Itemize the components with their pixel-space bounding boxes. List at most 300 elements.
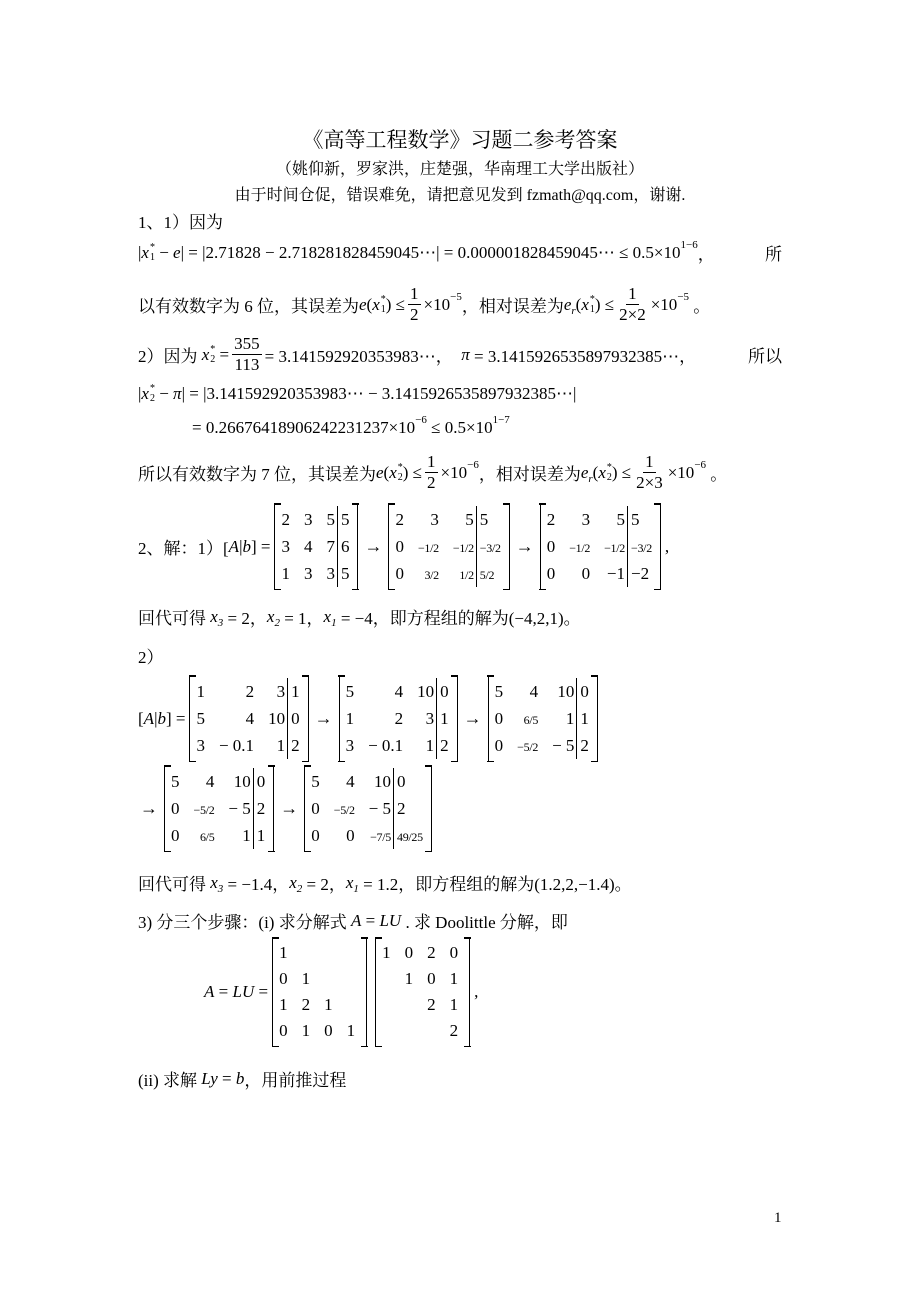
matrix-cell bbox=[443, 560, 476, 587]
superscript: * bbox=[606, 461, 612, 473]
matrix-cell bbox=[420, 966, 443, 992]
matrix-entry: 0 bbox=[311, 825, 320, 845]
matrix-cell bbox=[358, 732, 407, 759]
matrix-entry: 5 bbox=[631, 509, 640, 529]
matrix-cell bbox=[398, 1018, 421, 1044]
matrix-entry: 3 bbox=[303, 563, 313, 583]
text: = 3.141592920353983⋯， bbox=[264, 347, 462, 366]
math-variable: A bbox=[143, 708, 155, 728]
matrix-cell bbox=[344, 678, 359, 705]
matrix-cell bbox=[218, 822, 253, 849]
matrix-cell bbox=[209, 705, 258, 732]
text-line bbox=[204, 937, 478, 1047]
matrix-entry: 4 bbox=[346, 771, 355, 791]
matrix-cell bbox=[309, 822, 324, 849]
matrix-cell bbox=[340, 966, 363, 992]
matrix-entry: 1 bbox=[279, 995, 288, 1014]
matrix-entry: 3 bbox=[276, 681, 286, 701]
matrix-entry: 4 bbox=[303, 536, 313, 556]
matrix-entry: 5 bbox=[311, 771, 320, 791]
denominator: 2 bbox=[427, 473, 436, 492]
math-variable: x bbox=[289, 872, 297, 892]
math-variable: LU bbox=[379, 910, 402, 930]
matrix-entry: 0 bbox=[580, 681, 589, 701]
superscript: * bbox=[210, 343, 216, 355]
math-variable: e bbox=[563, 294, 572, 314]
variable: x bbox=[201, 344, 210, 364]
notice-text: 由于时间仓促，错误难免，请把意见发到 fzmath@qq.com，谢谢. bbox=[234, 187, 686, 204]
matrix-fraction-entry: 6/5 bbox=[523, 712, 539, 727]
text: | bbox=[239, 536, 243, 556]
matrix-fraction-entry: −7/5 bbox=[370, 829, 391, 844]
matrix-row bbox=[344, 732, 453, 759]
text: | = |3.141592920353983⋯ − 3.1415926535897932385⋯| bbox=[181, 384, 577, 403]
matrix-entry: 5 bbox=[196, 708, 205, 728]
matrix-cell bbox=[545, 533, 560, 560]
math-variable: A bbox=[204, 982, 215, 1001]
matrix-entry: 7 bbox=[326, 536, 335, 556]
text: 2、解：1）[ bbox=[138, 539, 229, 558]
matrix-cell bbox=[443, 1018, 466, 1044]
matrix-cell bbox=[209, 732, 258, 759]
matrix-cell bbox=[324, 822, 359, 849]
subscript: 2 bbox=[606, 471, 612, 483]
matrix-cell bbox=[443, 966, 466, 992]
matrix-row bbox=[493, 678, 593, 705]
matrix-row bbox=[194, 732, 303, 759]
matrix-cell bbox=[443, 992, 466, 1018]
matrix-cell bbox=[577, 678, 593, 705]
matrix-entry: 10 bbox=[374, 771, 391, 791]
matrix-row bbox=[309, 822, 427, 849]
matrix-cell bbox=[358, 705, 407, 732]
subscript: 1 bbox=[353, 882, 359, 895]
matrix-entry: 2 bbox=[395, 509, 404, 529]
fraction bbox=[634, 452, 665, 493]
matrix-entry: 1 bbox=[346, 1021, 356, 1040]
subscript: r bbox=[571, 304, 576, 317]
matrix-entry: 2 bbox=[394, 708, 404, 728]
matrix-cell bbox=[324, 768, 359, 795]
matrix-row bbox=[279, 506, 353, 533]
text-line bbox=[138, 675, 602, 762]
matrix-cell bbox=[545, 506, 560, 533]
matrix-entry: 4 bbox=[394, 681, 404, 701]
text: ×10 bbox=[667, 462, 695, 482]
subscript: 2 bbox=[149, 393, 155, 404]
matrix-cell bbox=[218, 768, 253, 795]
math-variable: x bbox=[210, 606, 218, 626]
text: − bbox=[154, 242, 174, 262]
denominator: 2 bbox=[410, 305, 419, 324]
matrix-entry: 1 bbox=[301, 969, 311, 988]
matrix-entry: 5 bbox=[171, 771, 180, 791]
fraction bbox=[408, 284, 421, 325]
matrix-entry: 5 bbox=[479, 509, 489, 529]
text: ( bbox=[575, 294, 582, 314]
matrix-cell bbox=[542, 678, 577, 705]
right-arrow-icon: → bbox=[515, 536, 534, 556]
text: ) ≤ bbox=[385, 294, 406, 314]
matrix-entry: 0 bbox=[427, 969, 436, 988]
matrix-cell bbox=[628, 560, 656, 587]
matrix-cell bbox=[476, 506, 504, 533]
matrix-entry: 0 bbox=[494, 708, 504, 728]
text: ×10 bbox=[650, 294, 678, 314]
matrix-cell bbox=[277, 992, 295, 1018]
matrix-entry: 1 bbox=[281, 563, 290, 583]
matrix-cell bbox=[507, 678, 542, 705]
matrix-entry: 10 bbox=[417, 681, 435, 701]
matrix-cell bbox=[594, 533, 627, 560]
matrix-cell bbox=[380, 940, 398, 966]
text: = 2， bbox=[223, 609, 267, 628]
matrix-cell bbox=[393, 533, 408, 560]
matrix-row bbox=[169, 822, 269, 849]
matrix-entry: 3 bbox=[281, 536, 290, 556]
superscript: * bbox=[397, 461, 403, 473]
matrix-cell bbox=[316, 533, 337, 560]
matrix-fraction-entry: −3/2 bbox=[479, 540, 501, 555]
matrix-cell bbox=[358, 678, 407, 705]
text-line bbox=[138, 870, 632, 895]
matrix-fraction-entry: 3/2 bbox=[424, 567, 439, 582]
matrix-entry: 2 bbox=[256, 798, 266, 818]
augmented-matrix bbox=[488, 675, 598, 762]
text-line bbox=[138, 208, 223, 233]
matrix-fraction-entry: −1/2 bbox=[452, 540, 474, 555]
matrix-entry: 0 bbox=[311, 798, 320, 818]
matrix-entry: − 5 bbox=[228, 798, 251, 818]
matrix-entry: − 5 bbox=[552, 735, 575, 755]
matrix-row bbox=[380, 1018, 465, 1044]
matrix-cell bbox=[407, 732, 437, 759]
right-arrow-icon: → bbox=[314, 708, 333, 728]
matrix-cell bbox=[317, 992, 340, 1018]
text-line bbox=[138, 284, 710, 325]
document-title bbox=[0, 124, 920, 154]
matrix-row bbox=[309, 795, 427, 822]
matrix-entry: 3 bbox=[581, 509, 591, 529]
matrix-cell bbox=[408, 506, 443, 533]
augmented-matrix bbox=[339, 675, 458, 762]
matrix-row bbox=[380, 966, 465, 992]
augmented-matrix bbox=[304, 765, 432, 852]
fraction bbox=[425, 452, 438, 493]
matrix-cell bbox=[493, 732, 508, 759]
matrix-entry: −2 bbox=[631, 563, 650, 583]
matrix-entry: 10 bbox=[233, 771, 251, 791]
matrix-row bbox=[393, 533, 504, 560]
matrix-entry: 2 bbox=[449, 1021, 459, 1040]
text: ，用前推过程 bbox=[244, 1071, 347, 1090]
text: ] = bbox=[250, 536, 271, 556]
matrix-cell bbox=[279, 533, 294, 560]
matrix-entry: 0 bbox=[291, 708, 300, 728]
matrix-cell bbox=[443, 533, 476, 560]
matrix-cell bbox=[507, 705, 542, 732]
text: , bbox=[664, 536, 670, 556]
matrix-entry: − 5 bbox=[368, 798, 391, 818]
matrix-entry: 0 bbox=[546, 536, 556, 556]
matrix-row bbox=[380, 940, 465, 966]
text: ，相对误差为 bbox=[461, 297, 564, 316]
text: 3) 分三个步骤：(i) 求分解式 bbox=[138, 913, 351, 932]
matrix-cell bbox=[169, 768, 184, 795]
text: = 3.1415926535897932385⋯， bbox=[469, 347, 697, 366]
matrix-cell bbox=[443, 940, 466, 966]
matrix-cell bbox=[559, 506, 594, 533]
text: = 1， bbox=[279, 609, 324, 628]
text: ) ≤ bbox=[594, 294, 615, 314]
matrix-entry: 1 bbox=[449, 969, 459, 988]
matrix-entry: 1 bbox=[291, 681, 300, 701]
matrix-entry: 0 bbox=[279, 1021, 288, 1040]
matrix-cell bbox=[184, 822, 219, 849]
text: 。 bbox=[689, 297, 711, 316]
matrix-cell bbox=[408, 560, 443, 587]
matrix-cell bbox=[577, 705, 593, 732]
subscript: 2 bbox=[210, 353, 216, 365]
authors-line bbox=[0, 156, 920, 179]
matrix-cell bbox=[476, 533, 504, 560]
matrix-row bbox=[344, 705, 453, 732]
text-line bbox=[138, 384, 576, 404]
superscript: −5 bbox=[450, 290, 462, 303]
text: = bbox=[254, 982, 269, 1001]
matrix-cell bbox=[277, 940, 295, 966]
matrix-entry: 0 bbox=[171, 825, 180, 845]
matrix-cell bbox=[559, 533, 594, 560]
augmented-matrix bbox=[540, 503, 661, 590]
matrix-cell bbox=[437, 705, 453, 732]
matrix-entry: 5 bbox=[465, 509, 474, 529]
subscript: 1 bbox=[149, 251, 155, 263]
matrix-entry: 2 bbox=[440, 735, 449, 755]
fraction bbox=[617, 284, 648, 325]
text-line bbox=[138, 240, 782, 265]
page-number: 1 bbox=[774, 1210, 782, 1226]
matrix-cell bbox=[258, 705, 288, 732]
text: ( bbox=[592, 462, 599, 482]
matrix-cell bbox=[359, 768, 394, 795]
matrix-cell bbox=[493, 705, 508, 732]
matrix-entry: 0 bbox=[171, 798, 180, 818]
math-variable-with-indices bbox=[581, 295, 595, 315]
matrix-cell bbox=[258, 732, 288, 759]
matrix-cell bbox=[288, 705, 304, 732]
matrix-entry: 5 bbox=[340, 563, 350, 583]
notice-line bbox=[0, 182, 920, 205]
matrix-cell bbox=[443, 506, 476, 533]
matrix-cell bbox=[309, 795, 324, 822]
math-variable: x bbox=[345, 872, 354, 892]
text: ] = bbox=[165, 708, 186, 728]
matrix-cell bbox=[542, 732, 577, 759]
matrix-row bbox=[309, 768, 427, 795]
text: − bbox=[154, 384, 174, 403]
text: = 0.26676418906242231237×10 bbox=[192, 418, 416, 437]
matrix-cell bbox=[542, 705, 577, 732]
matrix-entry: 2 bbox=[291, 735, 300, 755]
matrix-fraction-entry: −3/2 bbox=[631, 540, 652, 555]
subscript: 2 bbox=[296, 882, 303, 895]
matrix-entry: 1 bbox=[256, 825, 266, 845]
text: ) ≤ bbox=[611, 462, 632, 482]
authors-text: （姚仰新，罗家洪，庄楚强，华南理工大学出版社） bbox=[275, 161, 644, 178]
matrix-cell bbox=[277, 966, 295, 992]
text: 以有效数字为 6 位，其误差为 bbox=[138, 297, 359, 316]
superscript: −6 bbox=[415, 414, 427, 426]
text: [ bbox=[138, 708, 144, 728]
matrix-cell bbox=[493, 678, 508, 705]
matrix-row bbox=[169, 795, 269, 822]
fraction bbox=[232, 334, 262, 375]
matrix-cell bbox=[169, 795, 184, 822]
matrix-cell bbox=[394, 822, 427, 849]
matrix-entry: 1 bbox=[196, 681, 205, 701]
matrix-cell bbox=[317, 1018, 340, 1044]
matrix-entry: 1 bbox=[440, 708, 449, 728]
matrix-cell bbox=[398, 940, 421, 966]
right-arrow-icon: → bbox=[280, 798, 299, 818]
subscript: 1 bbox=[589, 303, 595, 315]
matrix-entry: 1 bbox=[425, 735, 435, 755]
text: ×10 bbox=[423, 294, 451, 314]
matrix-entry: 0 bbox=[404, 943, 414, 962]
matrix-cell bbox=[194, 732, 209, 759]
text: | bbox=[154, 708, 158, 728]
matrix-cell bbox=[344, 732, 359, 759]
matrix-cell bbox=[344, 705, 359, 732]
matrix-fraction-entry: 49/25 bbox=[397, 829, 423, 844]
math-variable: e bbox=[580, 462, 589, 482]
matrix-cell bbox=[380, 966, 398, 992]
text: 。 bbox=[706, 465, 728, 484]
matrix-entry: 1 bbox=[324, 995, 333, 1014]
text: , bbox=[474, 982, 479, 1001]
text: = bbox=[215, 344, 230, 364]
math-variable: x bbox=[210, 872, 218, 892]
matrix-cell bbox=[309, 768, 324, 795]
matrix-row bbox=[344, 678, 453, 705]
matrix-cell bbox=[317, 940, 340, 966]
math-variable: LU bbox=[232, 982, 255, 1001]
matrix-cell bbox=[398, 966, 421, 992]
numerator: 355 bbox=[234, 334, 260, 353]
matrix-entry: 5 bbox=[345, 681, 355, 701]
matrix-cell bbox=[218, 795, 253, 822]
text: | bbox=[138, 384, 142, 403]
text: ( bbox=[366, 294, 373, 314]
superscript: −5 bbox=[677, 290, 690, 303]
matrix-entry: 1 bbox=[404, 969, 414, 988]
matrix-row bbox=[194, 678, 303, 705]
matrix-entry: 4 bbox=[245, 708, 255, 728]
matrix-entry: 0 bbox=[256, 771, 266, 791]
matrix-entry: 2 bbox=[397, 798, 406, 818]
matrix-cell bbox=[408, 533, 443, 560]
matrix-row bbox=[279, 560, 353, 587]
matrix-cell bbox=[294, 506, 317, 533]
matrix-cell bbox=[337, 560, 353, 587]
matrix-cell bbox=[324, 795, 359, 822]
superscript: 1−7 bbox=[492, 414, 510, 426]
superscript: * bbox=[149, 383, 155, 394]
matrix-entry: 5 bbox=[326, 509, 335, 529]
matrix-entry: 0 bbox=[449, 943, 459, 962]
lu-matrix bbox=[272, 937, 367, 1047]
matrix-cell bbox=[407, 678, 437, 705]
variable: x bbox=[141, 384, 149, 403]
matrix-row bbox=[277, 1018, 362, 1044]
math-variable: Ly bbox=[201, 1068, 218, 1088]
text-line bbox=[138, 334, 782, 375]
matrix-row bbox=[545, 560, 656, 587]
text: ， bbox=[697, 245, 715, 264]
matrix-entry: 3 bbox=[345, 735, 355, 755]
matrix-entry: 5 bbox=[616, 509, 625, 529]
matrix-cell bbox=[169, 822, 184, 849]
matrix-cell bbox=[359, 795, 394, 822]
matrix-entry: 0 bbox=[279, 969, 288, 988]
matrix-entry: 3 bbox=[425, 708, 435, 728]
matrix-entry: 10 bbox=[557, 681, 575, 701]
matrix-cell bbox=[209, 678, 258, 705]
matrix-cell bbox=[420, 1018, 443, 1044]
lu-matrix bbox=[375, 937, 470, 1047]
text: = 2， bbox=[302, 875, 346, 894]
matrix-cell bbox=[316, 506, 337, 533]
matrix-row bbox=[393, 560, 504, 587]
augmented-matrix bbox=[164, 765, 274, 852]
matrix-entry: − 0.1 bbox=[368, 735, 404, 755]
matrix-cell bbox=[545, 560, 560, 587]
matrix-entry: 1 bbox=[565, 708, 575, 728]
matrix-entry: 0 bbox=[324, 1021, 333, 1040]
text: . 求 Doolittle 分解，即 bbox=[401, 913, 568, 932]
text: 所以 bbox=[748, 347, 782, 366]
matrix-cell bbox=[340, 1018, 363, 1044]
matrix-entry: 1 bbox=[276, 735, 286, 755]
matrix-entry: 1 bbox=[449, 995, 459, 1014]
denominator: 113 bbox=[234, 355, 260, 374]
superscript: * bbox=[589, 293, 595, 305]
matrix-cell bbox=[184, 795, 219, 822]
matrix-cell bbox=[507, 732, 542, 759]
text: 所 bbox=[765, 245, 782, 264]
matrix-cell bbox=[253, 768, 269, 795]
matrix-cell bbox=[316, 560, 337, 587]
math-variable-with-indices bbox=[141, 384, 155, 404]
matrix-row bbox=[277, 992, 362, 1018]
superscript: * bbox=[380, 293, 386, 305]
matrix-entry: 4 bbox=[529, 681, 539, 701]
text-line bbox=[138, 1066, 346, 1091]
text-line bbox=[192, 414, 510, 438]
matrix-entry: 2 bbox=[245, 681, 255, 701]
matrix-entry: 0 bbox=[546, 563, 556, 583]
matrix-cell bbox=[294, 560, 317, 587]
denominator: 2×2 bbox=[619, 305, 646, 324]
matrix-cell bbox=[288, 678, 304, 705]
matrix-entry: 1 bbox=[345, 708, 355, 728]
matrix-cell bbox=[294, 533, 317, 560]
text: 1、1）因为 bbox=[138, 213, 223, 232]
matrix-entry: 1 bbox=[301, 1021, 311, 1040]
matrix-entry: 1 bbox=[279, 943, 288, 962]
matrix-cell bbox=[295, 992, 318, 1018]
